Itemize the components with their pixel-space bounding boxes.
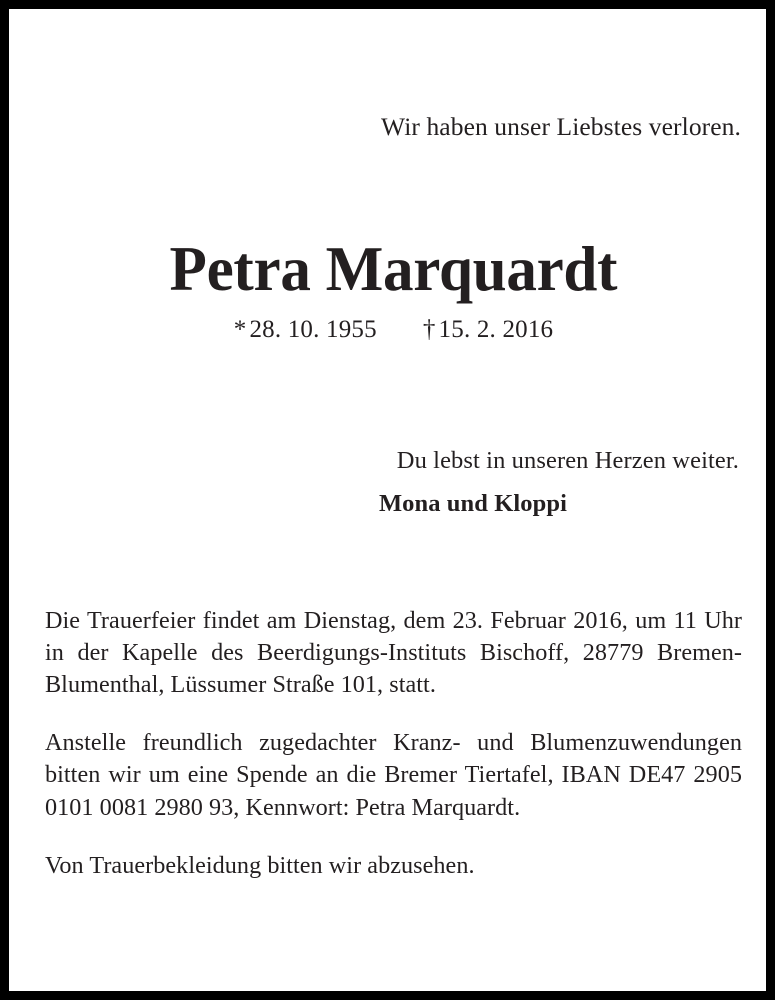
donation-request-paragraph: Anstelle freundlich zugedachter Kranz- und Blumenzuwendungen bitten wir um eine Spende an die Bremer Tiertafel, IBAN DE47 2905 0101 0081 2980 93, Kennwort: Petra Marquardt. xyxy=(45,729,742,821)
memorial-signature: Mona und Kloppi xyxy=(378,490,567,518)
death-date: 15. 2. 2016 xyxy=(438,316,554,344)
opening-line: Wir haben unser Liebstes verloren. xyxy=(381,112,741,141)
memorial-verse: Du lebst in unseren Herzen weiter. xyxy=(396,446,739,474)
deceased-name: Petra Marquardt xyxy=(169,234,618,305)
memorial-verse-block xyxy=(36,344,743,519)
death-date-group xyxy=(423,316,553,343)
birth-date-group xyxy=(234,316,377,343)
cross-death-icon: † xyxy=(422,316,436,344)
dress-code-paragraph: Von Trauerbekleidung bitten wir abzusehen. xyxy=(45,851,475,879)
asterisk-birth-icon: * xyxy=(233,316,247,344)
life-dates xyxy=(36,316,743,344)
deceased-name-block xyxy=(36,141,743,344)
obituary-body xyxy=(36,519,743,882)
funeral-service-paragraph: Die Trauerfeier findet am Dienstag, dem 23. Februar 2016, um 11 Uhr in der Kapelle des Beerdigungs-Instituts Bischoff, 28779 Bremen-Blumenthal, Lüssumer Straße 101, statt. xyxy=(45,606,742,698)
obituary-content xyxy=(9,9,766,991)
birth-date: 28. 10. 1955 xyxy=(249,316,377,344)
